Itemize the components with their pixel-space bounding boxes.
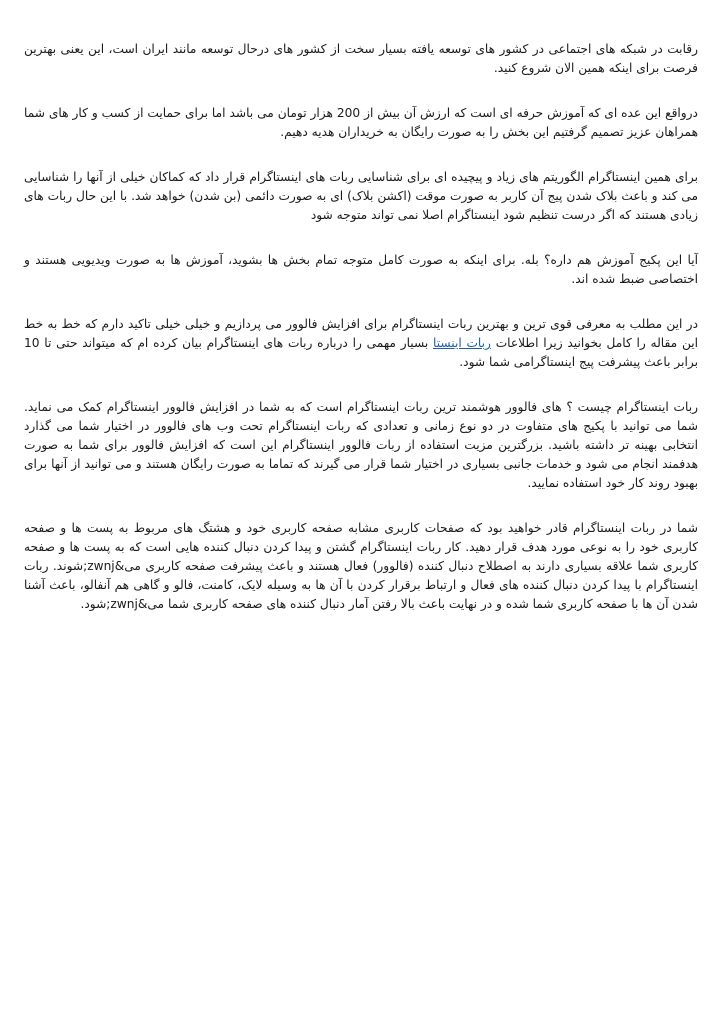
- paragraph-introduction: [24, 315, 698, 372]
- paragraph-competition: رقابت در شبکه های اجتماعی در کشور های توسعه یافته بسیار سخت از کشور های درحال توسعه مانند ایران است، این یعنی بهترین فرصت برای اینکه همین الان شروع کنید.: [24, 42, 698, 75]
- paragraph-what-is-bot: ربات اینستاگرام چیست ؟ های فالوور هوشمند ترین ربات اینستاگرام است که به شما در افزایش فالوور اینستاگرام کمک می نماید. شما می توانید با پکیج های متفاوت در دو نوع زمانی و تعدادی که ربات اینستاگرام تحت وب های فالوور در اختیار شما می گذارد انتخابی بهینه تر داشته باشید. بزرگترین مزیت استفاده از ربات فالوور اینستاگرام این است که افزایش فالوور برای شما به صورت هدفمند انجام می شود و خدمات جانبی بسیاری در اختیار شما قرار می گیرند که تماما به صورت رایگان هستند و می توانید از آنها برای بهبود روند کار خود استفاده نمایید.: [24, 400, 698, 490]
- intro-text-before-link: در این مطلب به معرفی قوی ترین و بهترین ربات اینستاگرام برای افزایش فالوور می پردازیم و خیلی خیلی تاکید دارم که خط به خط این مقاله را کامل بخوانید زیرا اطلاعات: [24, 317, 699, 350]
- article-body: [24, 40, 698, 640]
- paragraph-algorithms: برای همین اینستاگرام الگوریتم های زیاد و پیچیده ای برای شناسایی ربات های اینستاگرام قرار داد که کماکان خیلی از آنها را شناسایی می کند و باعث بلاک شدن پیج آن کاربر به صورت موقت (اکشن بلاک) ای به صورت دائمی (بن شدن) خواهد شد. با این حال ربات های زیادی هستند که اگر درست تنظیم شود اینستاگرام اصلا نمی تواند متوجه شود: [24, 170, 698, 222]
- instagram-bot-link[interactable]: ربات اینستا: [433, 336, 491, 350]
- intro-text-after-link: بسیار مهمی را درباره ربات های اینستاگرام بیان کرده ام که میتواند حتی تا 10 برابر باعث پیشرفت پیج اینستاگرامی شما شود.: [24, 336, 698, 369]
- paragraph-video-tutorial: آیا این پکیج آموزش هم داره؟ بله. برای اینکه به صورت کامل متوجه تمام بخش ها بشوید، آموزش ها به صورت ویدیویی هستند و اختصاصی ضبط شده اند.: [24, 253, 698, 286]
- paragraph-gift-tutorial: درواقع این عده ای که آموزش حرفه ای است که ارزش آن بیش از 200 هزار تومان می باشد اما برای حمایت از کسب و کار های شما همراهان عزیز تصمیم گرفتیم این بخش را به صورت رایگان به خریداران هدیه دهیم.: [24, 106, 698, 139]
- paragraph-targeting: شما در ربات اینستاگرام قادر خواهید بود که صفحات کاربری مشابه صفحه کاربری خود و هشتگ های مربوط به پست ها و صفحه کاربری خود را به نوعی مورد هدف قرار دهید. کار ربات اینستاگرام گشتن و پیدا کردن دنبال کننده هایی است که به پست ها و صفحه کاربری شما علاقه بسیاری دارند به اصطلاح دنبال کننده (فالوور) فعال هستند و باعث پیشرفت صفحه کاربری می&zwnj;شوند. ربات اینستاگرام با پیدا کردن دنبال کننده های فعال و ارتباط برقرار کردن با آن ها به وسیله لایک، کامنت، فالو و گاهی هم آنفالو، باعث آشنا شدن آن ها با صفحه کاربری شما شده و در نهایت باعث بالا رفتن آمار دنبال کننده های صفحه کاربری شما می&zwnj;شود.: [24, 521, 698, 611]
